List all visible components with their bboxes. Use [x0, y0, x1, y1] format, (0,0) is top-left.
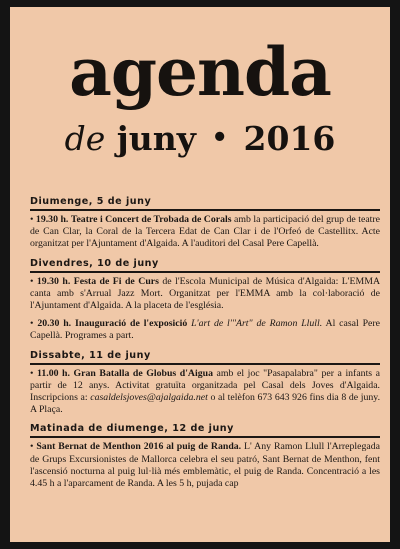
subtitle-de: de	[64, 119, 106, 158]
event-description: Al casal Pere Capellà. Programes a part.	[30, 318, 381, 342]
event-time: 19.30 h.	[36, 275, 71, 287]
section-dissabte-11	[30, 349, 380, 417]
event-time: 20.30 h.	[37, 318, 72, 330]
event-item	[30, 441, 380, 490]
event-time: 19.30 h.	[35, 214, 69, 225]
bullet: •	[30, 441, 34, 453]
section-heading: Diumenge, 5 de juny	[30, 195, 380, 211]
event-name: Teatre i Concert de Trobada de Corals	[70, 214, 232, 225]
event-description: L' Any Ramon Llull l'Arreplegada de Grups Excursionistes de Mallorca celebra el seu patró, Sant Bernat de Menthon, fent l'ascensió nocturna al puig lul·lià més emblemàtic, el puig de Randa. Concentració a les 4.45 h a l'aparcament de Randa. A les 5 h, pujada cap	[30, 441, 380, 490]
event-time: 11.00 h.	[37, 367, 70, 379]
poster	[10, 7, 390, 542]
section-diumenge-12	[30, 422, 380, 490]
section-heading: Matinada de diumenge, 12 de juny	[30, 422, 380, 438]
exhibition-title: L'art de l'"Art" de Ramon Llull.	[191, 318, 323, 330]
event-description-2: o al telèfon 673 643 926 fins dia 8 de juny. A Plaça.	[30, 392, 381, 416]
event-item	[30, 276, 380, 313]
event-description: amb la participació del grup de teatre de Can Clar, la Coral de la Tercera Edat de Can Clar i de l'Orfeó de Castellitx. Acte organitzat per l'Ajuntament d'Algaida. A l'auditori del Casal Pere Capellà.	[30, 214, 381, 250]
bullet: •	[30, 275, 34, 287]
bullet: •	[30, 367, 34, 379]
page-subtitle	[10, 118, 390, 159]
event-item	[30, 368, 380, 417]
section-heading: Dissabte, 11 de juny	[30, 349, 380, 365]
subtitle-separator: •	[211, 123, 229, 153]
section-diumenge-5	[30, 195, 380, 251]
contact-email: casaldelsjoves@ajalgaida.net	[90, 392, 208, 404]
bullet: •	[30, 214, 34, 225]
event-name: Gran Batalla de Globus d'Aigua	[73, 367, 213, 379]
event-name: Inauguració de l'exposició	[75, 318, 188, 330]
subtitle-month: juny	[116, 119, 196, 158]
event-description: amb el joc "Pasapalabra" per a infants a partir de 12 anys. Activitat gratuïta organitzada pel Casal dels Joves d'Algaida. Inscripcions a:	[30, 367, 381, 404]
agenda-list	[30, 195, 380, 496]
bullet: •	[30, 318, 34, 330]
event-name: Sant Bernat de Menthon 2016 al puig de Randa.	[36, 441, 242, 453]
subtitle-year: 2016	[243, 119, 336, 158]
event-description: de l'Escola Municipal de Música d'Algaida: L'EMMA canta amb s'Arrual Jazz Mort. Organitzat per l'EMMA amb la col·laboració de l'Ajuntament d'Algaida. A la placeta de l'església.	[30, 275, 381, 312]
page-title: agenda	[69, 33, 331, 111]
event-item	[30, 214, 380, 251]
event-item	[30, 318, 380, 342]
section-heading: Divendres, 10 de juny	[30, 257, 380, 273]
section-divendres-10	[30, 257, 380, 343]
event-name: Festa de Fi de Curs	[73, 275, 159, 287]
